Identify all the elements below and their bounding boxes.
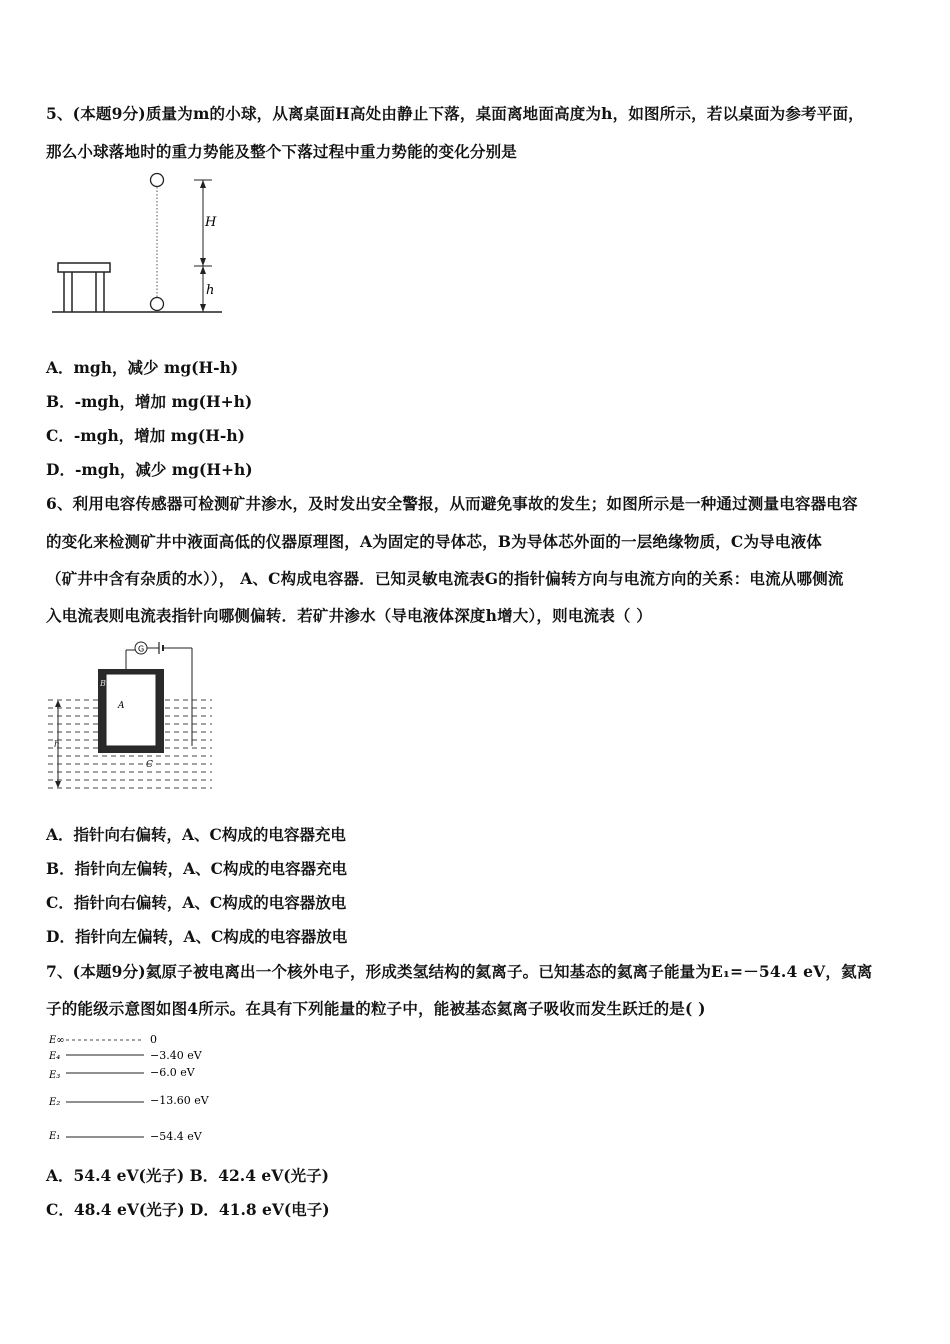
q7-energy-level-diagram — [46, 1030, 246, 1145]
q6-text-line-3: （矿井中含有杂质的水））， A、C构成电容器．已知灵敏电流表G的指针偏转方向与电流方向的关系：电流从哪侧流 — [46, 569, 844, 588]
q7-level-name: E∞ — [49, 1035, 65, 1046]
q7-level-name: E₁ — [49, 1131, 61, 1142]
q7-level-value: −6.0 eV — [150, 1066, 195, 1079]
q6-label-a: A — [118, 701, 125, 711]
q6-galvanometer-label: G — [138, 644, 145, 654]
q6-label-c: C — [146, 760, 153, 770]
q7-level-value: −3.40 eV — [150, 1049, 202, 1062]
q6-label-h: h — [54, 740, 60, 750]
q6-text-line-2: 的变化来检测矿井中液面高低的仪器原理图，A为固定的导体芯，B为导体芯外面的一层绝缘物质，C为导电液体 — [46, 532, 822, 551]
q7-level-value: −54.4 eV — [150, 1130, 202, 1143]
q5-text-line-1: 5、(本题9分)质量为m的小球，从离桌面H高处由静止下落，桌面离地面高度为h，如图所示，若以桌面为参考平面， — [46, 104, 864, 123]
q7-options-row-1[interactable]: A．54.4 eV(光子) B．42.4 eV(光子) — [46, 1166, 329, 1185]
q7-level-name: E₂ — [49, 1097, 61, 1108]
q7-text-line-1: 7、(本题9分)氦原子被电离出一个核外电子，形成类氢结构的氦离子。已知基态的氦离子能量为E₁=－54.4 eV，氦离 — [46, 962, 873, 981]
q5-option-a[interactable]: A．mgh，减少 mg(H-h) — [46, 358, 239, 377]
q5-text-line-2: 那么小球落地时的重力势能及整个下落过程中重力势能的变化分别是 — [46, 142, 518, 161]
q6-text-line-4: 入电流表则电流表指针向哪侧偏转．若矿井渗水（导电液体深度h增大），则电流表（ ） — [46, 606, 652, 625]
q5-option-c[interactable]: C．-mgh，增加 mg(H-h) — [46, 426, 245, 445]
q6-option-d[interactable]: D．指针向左偏转，A、C构成的电容器放电 — [46, 927, 348, 946]
q6-option-a[interactable]: A．指针向右偏转，A、C构成的电容器充电 — [46, 825, 346, 844]
q5-option-b[interactable]: B．-mgh，增加 mg(H+h) — [46, 392, 253, 411]
q6-figure — [44, 636, 219, 796]
q5-label-h: h — [206, 283, 215, 298]
q7-text-line-2: 子的能级示意图如图4所示。在具有下列能量的粒子中，能被基态氦离子吸收而发生跃迁的是( ) — [46, 999, 706, 1018]
q6-option-b[interactable]: B．指针向左偏转，A、C构成的电容器充电 — [46, 859, 347, 878]
q7-level-name: E₄ — [49, 1051, 61, 1062]
q6-label-b: B — [100, 679, 106, 688]
q7-options-row-2[interactable]: C．48.4 eV(光子) D．41.8 eV(电子) — [46, 1200, 330, 1219]
q5-figure — [46, 170, 236, 320]
q7-level-name: E₃ — [49, 1070, 61, 1081]
q5-label-H: H — [205, 215, 217, 230]
q6-option-c[interactable]: C．指针向右偏转，A、C构成的电容器放电 — [46, 893, 347, 912]
q6-text-line-1: 6、利用电容传感器可检测矿井渗水，及时发出安全警报，从而避免事故的发生；如图所示是一种通过测量电容器电容 — [46, 494, 858, 513]
q7-level-value: −13.60 eV — [150, 1094, 209, 1107]
q7-level-value: 0 — [150, 1033, 157, 1046]
q5-option-d[interactable]: D．-mgh，减少 mg(H+h) — [46, 460, 253, 479]
